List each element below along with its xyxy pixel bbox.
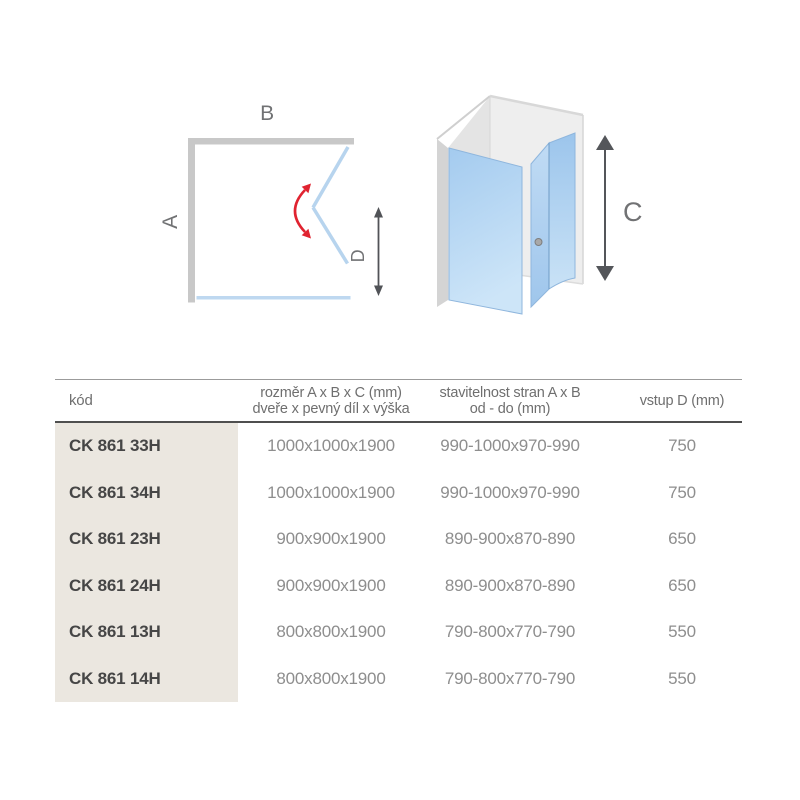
wall-b-top	[188, 138, 354, 145]
product-code: CK 861 33H	[55, 423, 238, 470]
top-view-diagram	[150, 95, 400, 315]
door-handle-icon	[535, 239, 542, 246]
dimension-d-arrow-icon	[374, 207, 383, 296]
dimensions-value: 800x800x1900	[276, 622, 386, 642]
label-a: A	[159, 215, 182, 229]
entry-value: 650	[668, 529, 696, 549]
dimensions-value: 1000x1000x1900	[267, 482, 395, 502]
enclosure-3d-diagram	[425, 82, 655, 332]
table-row	[55, 563, 742, 610]
entry-value: 650	[668, 575, 696, 595]
spec-table	[55, 379, 742, 702]
label-b: B	[260, 102, 274, 125]
door-swing-arrow-icon	[295, 184, 311, 239]
product-code: CK 861 13H	[55, 609, 238, 656]
table-row	[55, 609, 742, 656]
adjustability-value: 990-1000x970-990	[440, 482, 580, 502]
door-panel-left	[531, 143, 549, 307]
table-row	[55, 470, 742, 517]
door-panel-right	[549, 133, 575, 289]
adjustability-value: 790-800x770-790	[444, 668, 576, 688]
table-row	[55, 423, 742, 470]
dimensions-value: 800x800x1900	[276, 668, 386, 688]
left-wall-edge	[437, 139, 448, 307]
dimension-c-arrow-icon	[596, 135, 614, 281]
entry-value: 750	[668, 436, 696, 456]
table-header-row	[55, 379, 742, 423]
label-c: C	[623, 197, 643, 227]
folding-door-lines	[313, 147, 348, 264]
header-adjustability: stavitelnost stran A x B od - do (mm)	[439, 384, 581, 417]
wall-a-left	[188, 138, 195, 303]
label-d: D	[348, 249, 368, 263]
dimensions-value: 1000x1000x1900	[267, 436, 395, 456]
entry-value: 750	[668, 482, 696, 502]
dimensions-value: 900x900x1900	[276, 529, 386, 549]
table-row	[55, 516, 742, 563]
product-code: CK 861 23H	[55, 516, 238, 563]
product-code: CK 861 34H	[55, 470, 238, 517]
adjustability-value: 990-1000x970-990	[440, 436, 580, 456]
adjustability-value: 890-900x870-890	[444, 529, 576, 549]
dimensions-value: 900x900x1900	[276, 575, 386, 595]
fixed-glass-panel	[197, 296, 351, 300]
header-dimensions: rozměr A x B x C (mm) dveře x pevný díl x výška	[252, 384, 410, 417]
fixed-glass-3d	[449, 148, 522, 314]
table-row	[55, 656, 742, 703]
header-entry: vstup D (mm)	[639, 392, 725, 409]
header-code: kód	[69, 391, 93, 409]
entry-value: 550	[668, 668, 696, 688]
product-code: CK 861 24H	[55, 563, 238, 610]
entry-value: 550	[668, 622, 696, 642]
adjustability-value: 790-800x770-790	[444, 622, 576, 642]
product-code: CK 861 14H	[55, 656, 238, 703]
adjustability-value: 890-900x870-890	[444, 575, 576, 595]
